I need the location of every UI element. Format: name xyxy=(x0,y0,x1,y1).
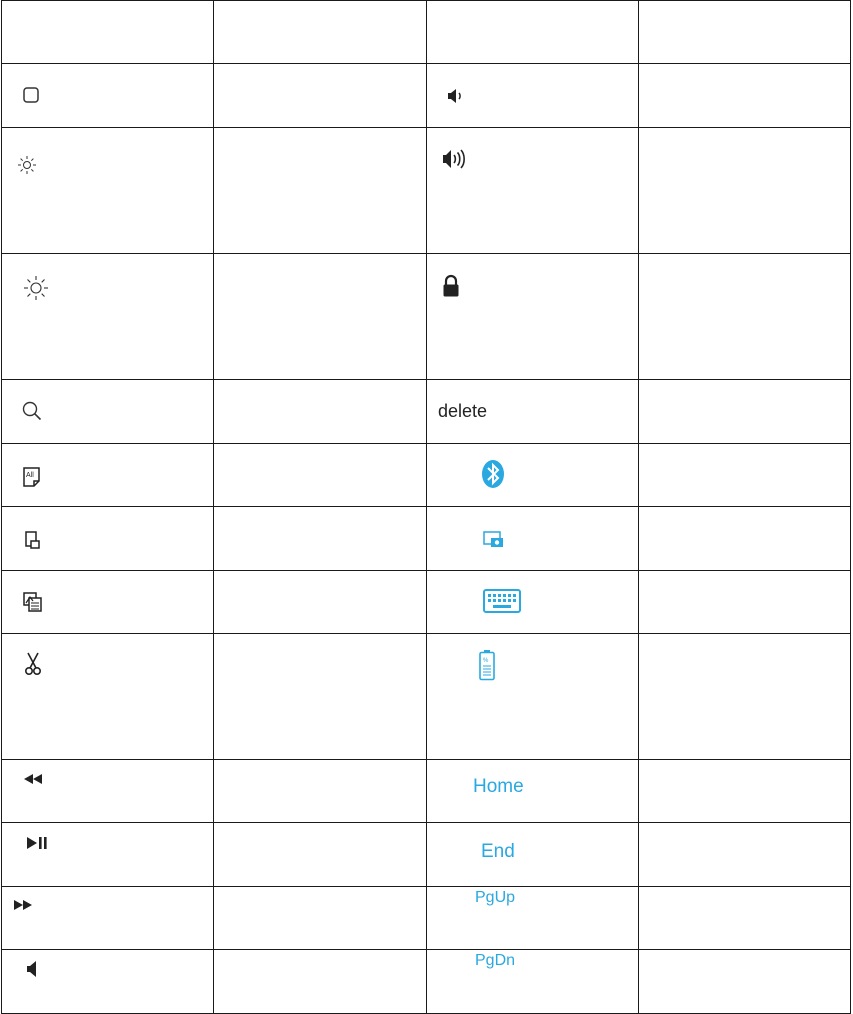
key-icon-cell xyxy=(2,634,214,760)
paste-icon xyxy=(22,591,44,613)
key-icon-cell xyxy=(2,254,214,380)
key-icon-cell xyxy=(2,380,214,444)
description-cell xyxy=(214,823,427,887)
description-cell xyxy=(639,64,851,128)
key-icon-cell xyxy=(2,887,214,950)
mute-icon xyxy=(25,960,39,978)
delete-key-label: delete xyxy=(438,401,488,421)
brightness-down-icon xyxy=(16,154,38,176)
header-cell xyxy=(639,1,851,64)
copy-icon xyxy=(24,530,42,550)
description-cell xyxy=(214,444,427,507)
key-icon-cell xyxy=(2,571,214,634)
description-cell xyxy=(639,634,851,760)
brightness-up-icon xyxy=(23,275,49,301)
table-row xyxy=(2,380,851,444)
description-cell xyxy=(214,760,427,823)
table-row xyxy=(2,507,851,571)
description-cell xyxy=(639,823,851,887)
select-all-icon xyxy=(22,466,42,488)
key-label-cell xyxy=(427,823,639,887)
bluetooth-icon xyxy=(481,459,505,489)
table-row xyxy=(2,571,851,634)
description-cell xyxy=(214,128,427,254)
description-cell xyxy=(639,128,851,254)
key-label-cell xyxy=(427,380,639,444)
key-icon-cell xyxy=(2,507,214,571)
pgup-key-label: PgUp xyxy=(475,889,516,906)
description-cell xyxy=(639,254,851,380)
table-row xyxy=(2,64,851,128)
table-row xyxy=(2,950,851,1014)
volume-down-icon xyxy=(446,88,466,104)
svg-text:%: % xyxy=(483,658,489,664)
description-cell xyxy=(639,887,851,950)
description-cell xyxy=(639,380,851,444)
screenshot-icon xyxy=(483,531,505,549)
description-cell xyxy=(639,950,851,1014)
table-row xyxy=(2,444,851,507)
description-cell xyxy=(639,507,851,571)
description-cell xyxy=(214,380,427,444)
key-label-cell xyxy=(427,950,639,1014)
header-cell xyxy=(2,1,214,64)
key-icon-cell xyxy=(427,634,639,760)
table-row xyxy=(2,760,851,823)
home-key-label: Home xyxy=(473,776,524,797)
search-icon xyxy=(21,400,43,422)
key-icon-cell xyxy=(2,823,214,887)
cut-icon xyxy=(24,652,42,676)
previous-track-icon xyxy=(22,772,44,786)
table-row xyxy=(2,823,851,887)
key-icon-cell xyxy=(2,444,214,507)
key-label-cell xyxy=(427,760,639,823)
table-row xyxy=(2,128,851,254)
square-icon xyxy=(22,86,40,104)
next-track-icon xyxy=(12,898,36,912)
key-icon-cell xyxy=(427,571,639,634)
key-icon-cell xyxy=(427,128,639,254)
header-cell xyxy=(214,1,427,64)
pgdn-key-label: PgDn xyxy=(475,952,516,969)
table-row xyxy=(2,887,851,950)
description-cell xyxy=(214,887,427,950)
description-cell xyxy=(214,571,427,634)
description-cell xyxy=(639,444,851,507)
description-cell xyxy=(214,507,427,571)
key-icon-cell xyxy=(427,444,639,507)
table-row xyxy=(2,634,851,760)
key-icon-cell xyxy=(2,760,214,823)
select-all-text: All xyxy=(26,472,34,479)
volume-up-icon xyxy=(441,148,469,170)
lock-icon xyxy=(442,274,460,298)
battery-icon xyxy=(478,649,496,681)
key-icon-cell xyxy=(427,507,639,571)
table-header-row xyxy=(2,1,851,64)
play-pause-icon xyxy=(25,835,49,851)
header-cell xyxy=(427,1,639,64)
key-icon-cell xyxy=(427,64,639,128)
key-icon-cell xyxy=(427,254,639,380)
description-cell xyxy=(639,571,851,634)
key-label-cell xyxy=(427,887,639,950)
key-icon-cell xyxy=(2,950,214,1014)
description-cell xyxy=(214,634,427,760)
description-cell xyxy=(639,760,851,823)
description-cell xyxy=(214,64,427,128)
end-key-label: End xyxy=(481,841,515,862)
keyboard-icon xyxy=(483,589,521,613)
key-icon-cell xyxy=(2,64,214,128)
key-icon-cell xyxy=(2,128,214,254)
description-cell xyxy=(214,254,427,380)
table-row xyxy=(2,254,851,380)
key-function-table xyxy=(1,0,851,1014)
description-cell xyxy=(214,950,427,1014)
